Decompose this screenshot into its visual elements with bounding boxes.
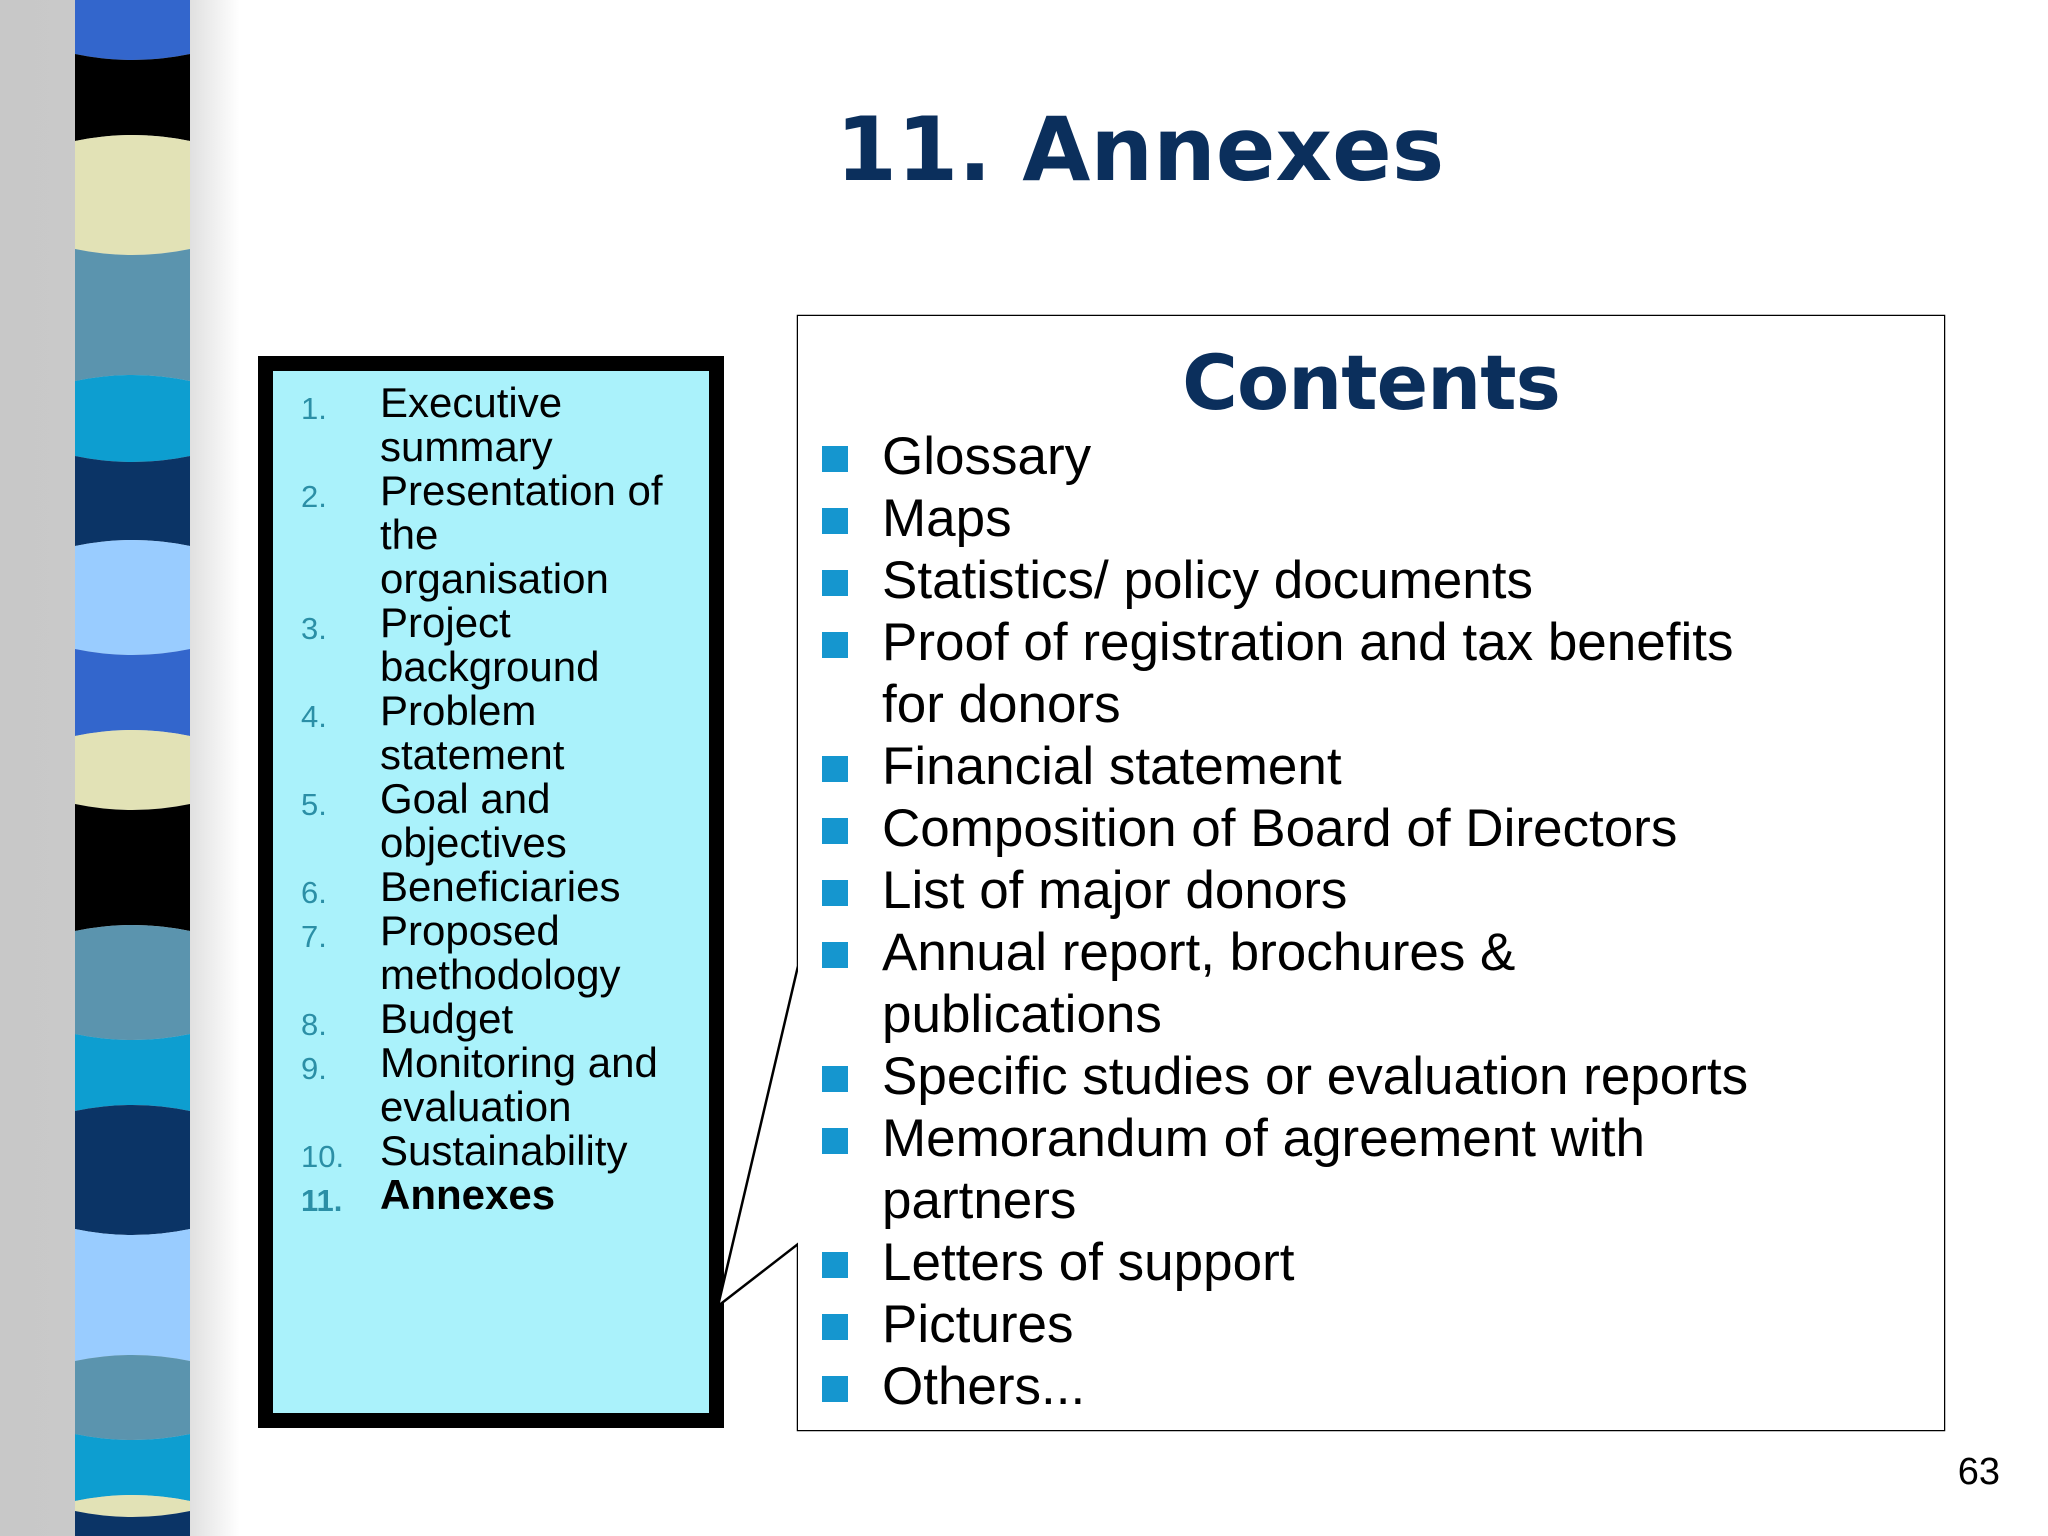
toc-item-number: 8.: [301, 1007, 327, 1042]
toc-item-label-line: statement: [380, 731, 565, 778]
contents-list-item: [798, 798, 1898, 860]
square-bullet-icon: [822, 570, 848, 596]
toc-item-label-line: background: [380, 643, 600, 690]
contents-list-item: [798, 736, 1898, 798]
contents-list-item: [798, 1294, 1898, 1356]
toc-item-label-line: methodology: [380, 951, 621, 998]
toc-item-number: 1.: [301, 391, 327, 426]
slide-title: 11. Annexes: [835, 98, 1445, 201]
toc-item-label-line: summary: [380, 423, 553, 470]
contents-list-item: [798, 550, 1898, 612]
contents-list-item: [798, 1232, 1898, 1294]
square-bullet-icon: [822, 1066, 848, 1092]
square-bullet-icon: [822, 818, 848, 844]
toc-item-number: 11.: [301, 1183, 343, 1218]
square-bullet-icon: [822, 1128, 848, 1154]
contents-item-text-line: for donors: [882, 675, 1121, 734]
contents-list-item: [798, 488, 1898, 550]
contents-item-text-line: Specific studies or evaluation reports: [882, 1047, 1749, 1106]
toc-item-label-line: Goal and: [380, 775, 551, 822]
contents-list-item: [798, 612, 1898, 736]
contents-item-text-line: Financial statement: [882, 737, 1342, 796]
contents-item-text-line: Statistics/ policy documents: [882, 551, 1533, 610]
toc-item-label-line: Annexes: [380, 1171, 556, 1218]
toc-item-number: 5.: [301, 787, 327, 822]
contents-item-text-line: Proof of registration and tax benefits: [882, 613, 1734, 672]
contents-heading: Contents: [1182, 338, 1560, 427]
square-bullet-icon: [822, 880, 848, 906]
contents-item-text-line: Glossary: [882, 427, 1092, 486]
toc-item-label-line: objectives: [380, 819, 567, 866]
toc-item-number: 10.: [301, 1139, 345, 1174]
toc-item-label-line: Executive: [380, 379, 563, 426]
contents-item-text-line: Maps: [882, 489, 1012, 548]
square-bullet-icon: [822, 1314, 848, 1340]
toc-item-label-line: Presentation of: [380, 467, 663, 514]
toc-item-label-line: Problem: [380, 687, 537, 734]
toc-item-label-line: Project: [380, 599, 511, 646]
toc-item-number: 4.: [301, 699, 327, 734]
contents-item-text-line: Composition of Board of Directors: [882, 799, 1678, 858]
contents-item-text-line: List of major donors: [882, 861, 1348, 920]
square-bullet-icon: [822, 756, 848, 782]
contents-list-item: [798, 426, 1898, 488]
toc-item-label-line: Sustainability: [380, 1127, 628, 1174]
contents-list-item: [798, 1356, 1898, 1418]
toc-item-label-line: Monitoring and: [380, 1039, 658, 1086]
toc-item-number: 7.: [301, 919, 327, 954]
contents-list-item: [798, 860, 1898, 922]
toc-item-number: 3.: [301, 611, 327, 646]
toc-item-label-line: Beneficiaries: [380, 863, 621, 910]
square-bullet-icon: [822, 446, 848, 472]
toc-item-label-line: the: [380, 511, 439, 558]
contents-item-text-line: publications: [882, 985, 1162, 1044]
toc-item-label-line: Proposed: [380, 907, 560, 954]
toc-item-label-line: evaluation: [380, 1083, 572, 1130]
toc-item-label-line: organisation: [380, 555, 609, 602]
square-bullet-icon: [822, 942, 848, 968]
page-number: 63: [1957, 1451, 2000, 1493]
contents-list-item: [798, 922, 1898, 1046]
contents-list-item: [798, 1108, 1898, 1232]
square-bullet-icon: [822, 508, 848, 534]
contents-item-text-line: Others...: [882, 1357, 1086, 1416]
toc-item-number: 2.: [301, 479, 327, 514]
toc-item-label-line: Budget: [380, 995, 514, 1042]
contents-list: [798, 426, 1898, 1418]
contents-list-item: [798, 1046, 1898, 1108]
toc-item-number: 6.: [301, 875, 327, 910]
contents-item-text-line: Letters of support: [882, 1233, 1295, 1292]
contents-item-text-line: Memorandum of agreement with: [882, 1109, 1645, 1168]
contents-item-text-line: Annual report, brochures &: [882, 923, 1516, 982]
square-bullet-icon: [822, 632, 848, 658]
square-bullet-icon: [822, 1376, 848, 1402]
toc-item-number: 9.: [301, 1051, 327, 1086]
contents-item-text-line: partners: [882, 1171, 1077, 1230]
contents-callout-box: [798, 316, 1944, 1430]
contents-item-text-line: Pictures: [882, 1295, 1074, 1354]
square-bullet-icon: [822, 1252, 848, 1278]
